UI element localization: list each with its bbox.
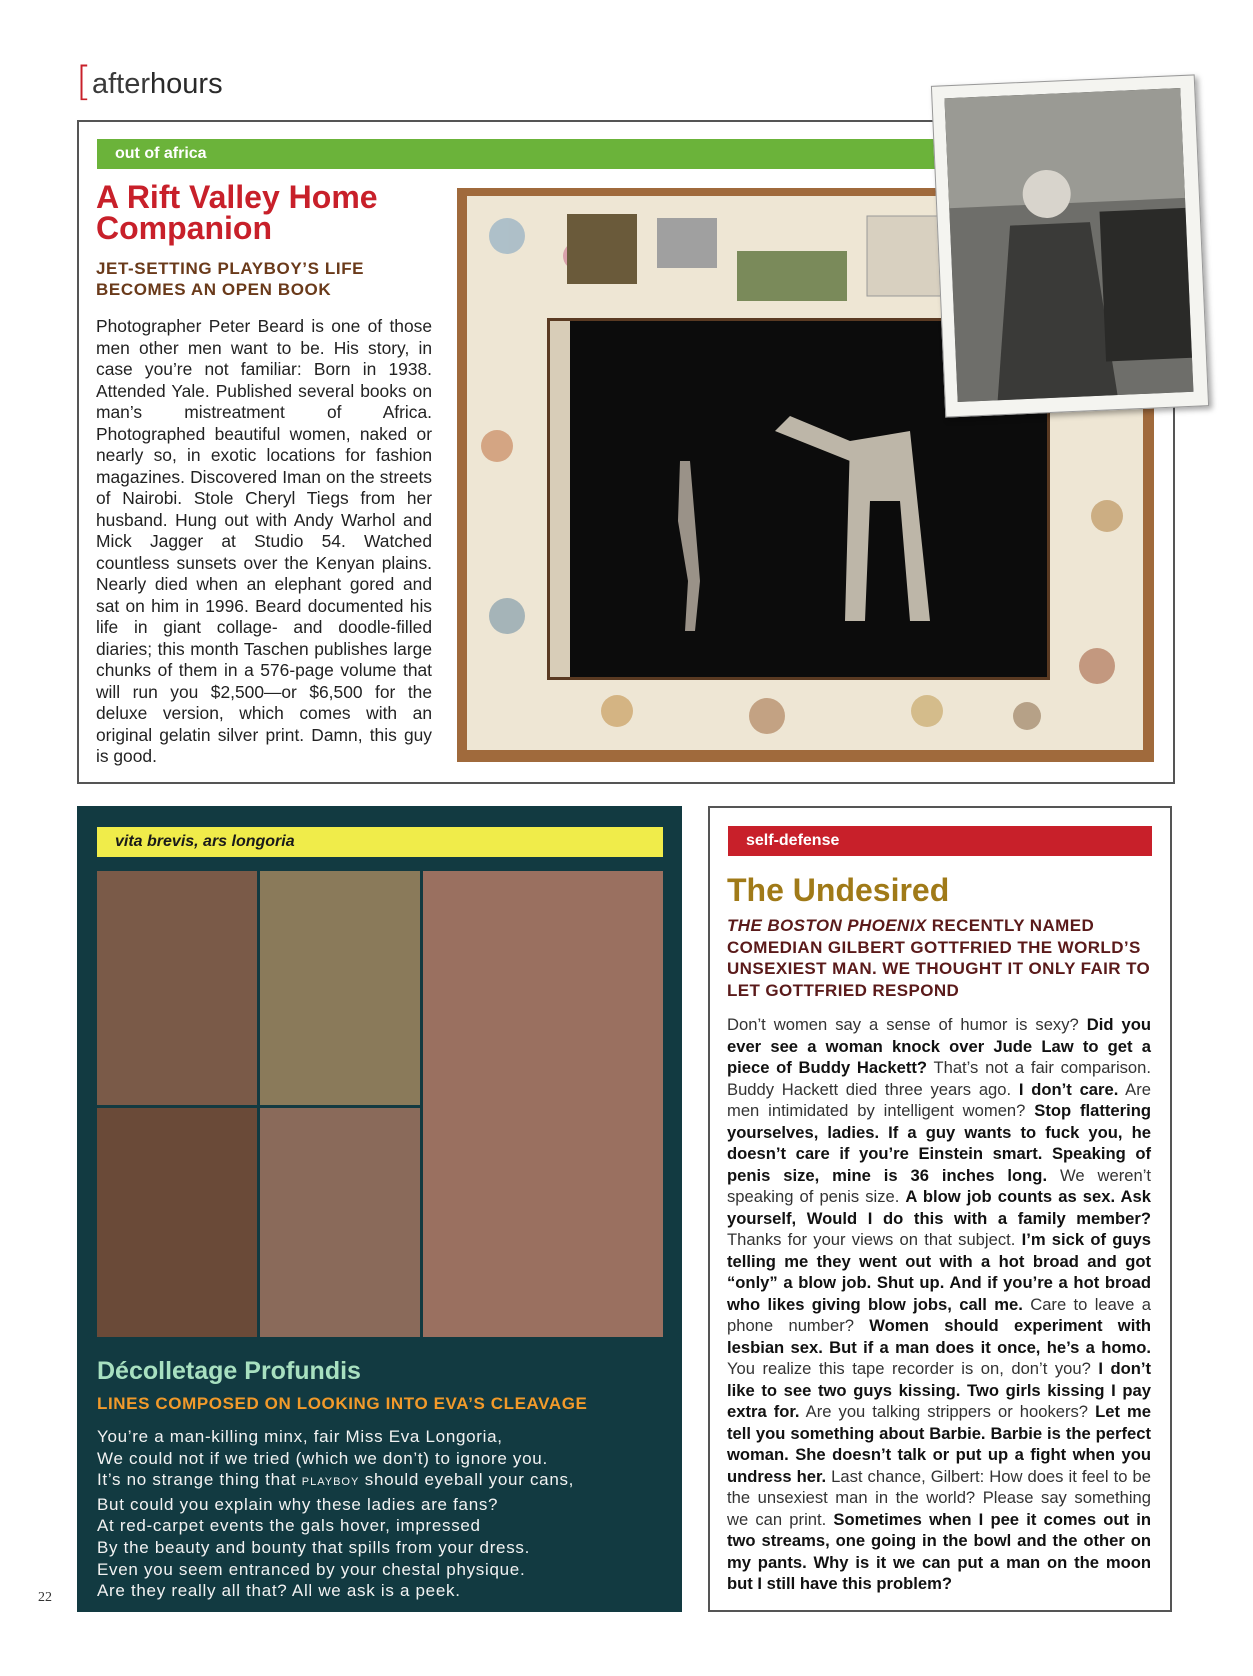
article-undesired-body <box>727 1014 1151 1595</box>
answer: Let me tell you something about Barbie. Barbie is the perfect woman. She doesn’t talk or put up a fight when you undress her. <box>727 1402 1152 1486</box>
poem-line: But could you explain why these ladies are fans? <box>97 1494 499 1514</box>
article-undesired-title: The Undesired <box>727 872 950 908</box>
photo-3 <box>97 1108 257 1337</box>
answer: I don’t like to see two guys kissing. Two girls kissing I pay extra for. <box>727 1359 1151 1421</box>
article-africa-subtitle: JET-SETTING PLAYBOY’S LIFE BECOMES AN OPEN BOOK <box>96 259 365 299</box>
question: You realize this tape recorder is on, don’t you? <box>727 1359 1091 1378</box>
question: Care to leave a phone number? <box>727 1294 1151 1335</box>
article-undesired-tag: self-defense <box>728 826 1152 856</box>
answer: I don’t care. <box>1018 1079 1119 1099</box>
subtitle-rest: RECENTLY NAMED COMEDIAN GILBERT GOTTFRIED THE WORLD’S UNSEXIEST MAN. WE THOUGHT IT ONLY FAIR TO LET GOTTFRIED RESPOND <box>727 916 1151 1000</box>
poem-line: It’s no strange thing that PLAYBOY should eyeball your cans, <box>97 1470 575 1490</box>
answer: I’m sick of guys telling me they went out with a hot broad and got “only” a blow job. Shut up. And if you’re a hot broad who likes giving blow jobs, call me. <box>727 1230 1151 1314</box>
article-africa-body: Photographer Peter Beard is one of those men other men want to be. His story, in case you’re not familiar: Born in 1938. Attended Yale. Published several books on man’s mistreatment of Africa. Photographed beautiful women, naked or nearly so, in exotic locations for fashion magazines. Discovered Iman on the streets of Nairobi. Stole Cheryl Tiegs from her husband. Hung out with Andy Warhol and Mick Jagger at Studio 54. Watched countless sunsets over the Kenyan plains. Nearly died when an elephant gored and sat on him in 1996. Beard documented his life in giant collage- and doodle-filled diaries; this month Taschen publishes large chunks of them in a 576-page volume that will run you $2,500—or $6,500 for the deluxe version, which comes with an original gelatin silver print. Damn, this guy is good. <box>96 316 432 766</box>
question: Don’t women say a sense of humor is sexy? <box>727 1015 1079 1034</box>
portrait-illustration <box>944 88 1193 402</box>
photo-4 <box>260 1108 420 1337</box>
publication-name: THE BOSTON PHOENIX <box>727 916 927 935</box>
article-africa-title: A Rift Valley Home Companion <box>96 179 378 246</box>
playboy-smallcaps: PLAYBOY <box>301 1476 360 1489</box>
answer: Sometimes when I pee it comes out in two streams, one going in the bowl and the other on my pants. Why is it we can put a man on the moon but I still have this problem? <box>727 1509 1151 1593</box>
article-eva-subtitle: LINES COMPOSED ON LOOKING INTO EVA’S CLEAVAGE <box>97 1394 588 1413</box>
question: That’s not a fair comparison. Buddy Hackett died three years ago. <box>727 1058 1152 1099</box>
section-title-light: after <box>92 68 151 100</box>
section-title <box>92 66 223 102</box>
portrait-image <box>944 88 1193 402</box>
question: We weren’t speaking of penis size. <box>727 1165 1151 1206</box>
poem-line: We could not if we tried (which we don’t) to ignore you. <box>97 1448 548 1468</box>
article-undesired-subtitle <box>727 915 1157 1001</box>
question: Are men intimidated by intelligent women? <box>727 1079 1151 1120</box>
header-bracket: [ <box>76 59 92 105</box>
poem-line: At red-carpet events the gals hover, impressed <box>97 1516 481 1536</box>
photo-1 <box>97 871 257 1105</box>
eva-longoria-photo-grid <box>97 871 663 1337</box>
answer: Stop flattering yourselves, ladies. If a guy wants to fuck you, he doesn’t care if you’re Einstein smart. Speaking of penis size, mine is 36 inches long. <box>727 1101 1151 1185</box>
question: Last chance, Gilbert: How does it feel to be the unsexiest man in the world? Please say something we can print. <box>727 1466 1151 1529</box>
peter-beard-portrait-photo <box>931 74 1209 417</box>
poem-line: Are they really all that? All we ask is a peek. <box>97 1581 461 1601</box>
article-africa-tag: out of africa <box>97 139 957 169</box>
poem-line: You’re a man-killing minx, fair Miss Eva Longoria, <box>97 1427 503 1446</box>
article-eva-poem <box>97 1426 667 1602</box>
answer: Did you ever see a woman knock over Jude Law to get a piece of Buddy Hackett? <box>727 1015 1151 1077</box>
question: Are you talking strippers or hookers? <box>805 1402 1089 1421</box>
section-title-bold: hours <box>150 68 223 100</box>
photo-2 <box>260 871 420 1105</box>
answer: A blow job counts as sex. Ask yourself, Would I do this with a family member? <box>727 1187 1151 1228</box>
photo-5 <box>423 871 663 1337</box>
poem-line: By the beauty and bounty that spills from your dress. <box>97 1537 531 1557</box>
poem-line: Even you seem entranced by your chestal physique. <box>97 1559 526 1579</box>
question: Thanks for your views on that subject. <box>727 1230 1016 1249</box>
article-eva-tag: vita brevis, ars longoria <box>97 827 663 857</box>
page-number: 22 <box>38 1590 52 1605</box>
answer: Women should experiment with lesbian sex. But if a man does it once, he’s a homo. <box>727 1316 1151 1357</box>
article-eva-title: Décolletage Profundis <box>97 1357 361 1385</box>
